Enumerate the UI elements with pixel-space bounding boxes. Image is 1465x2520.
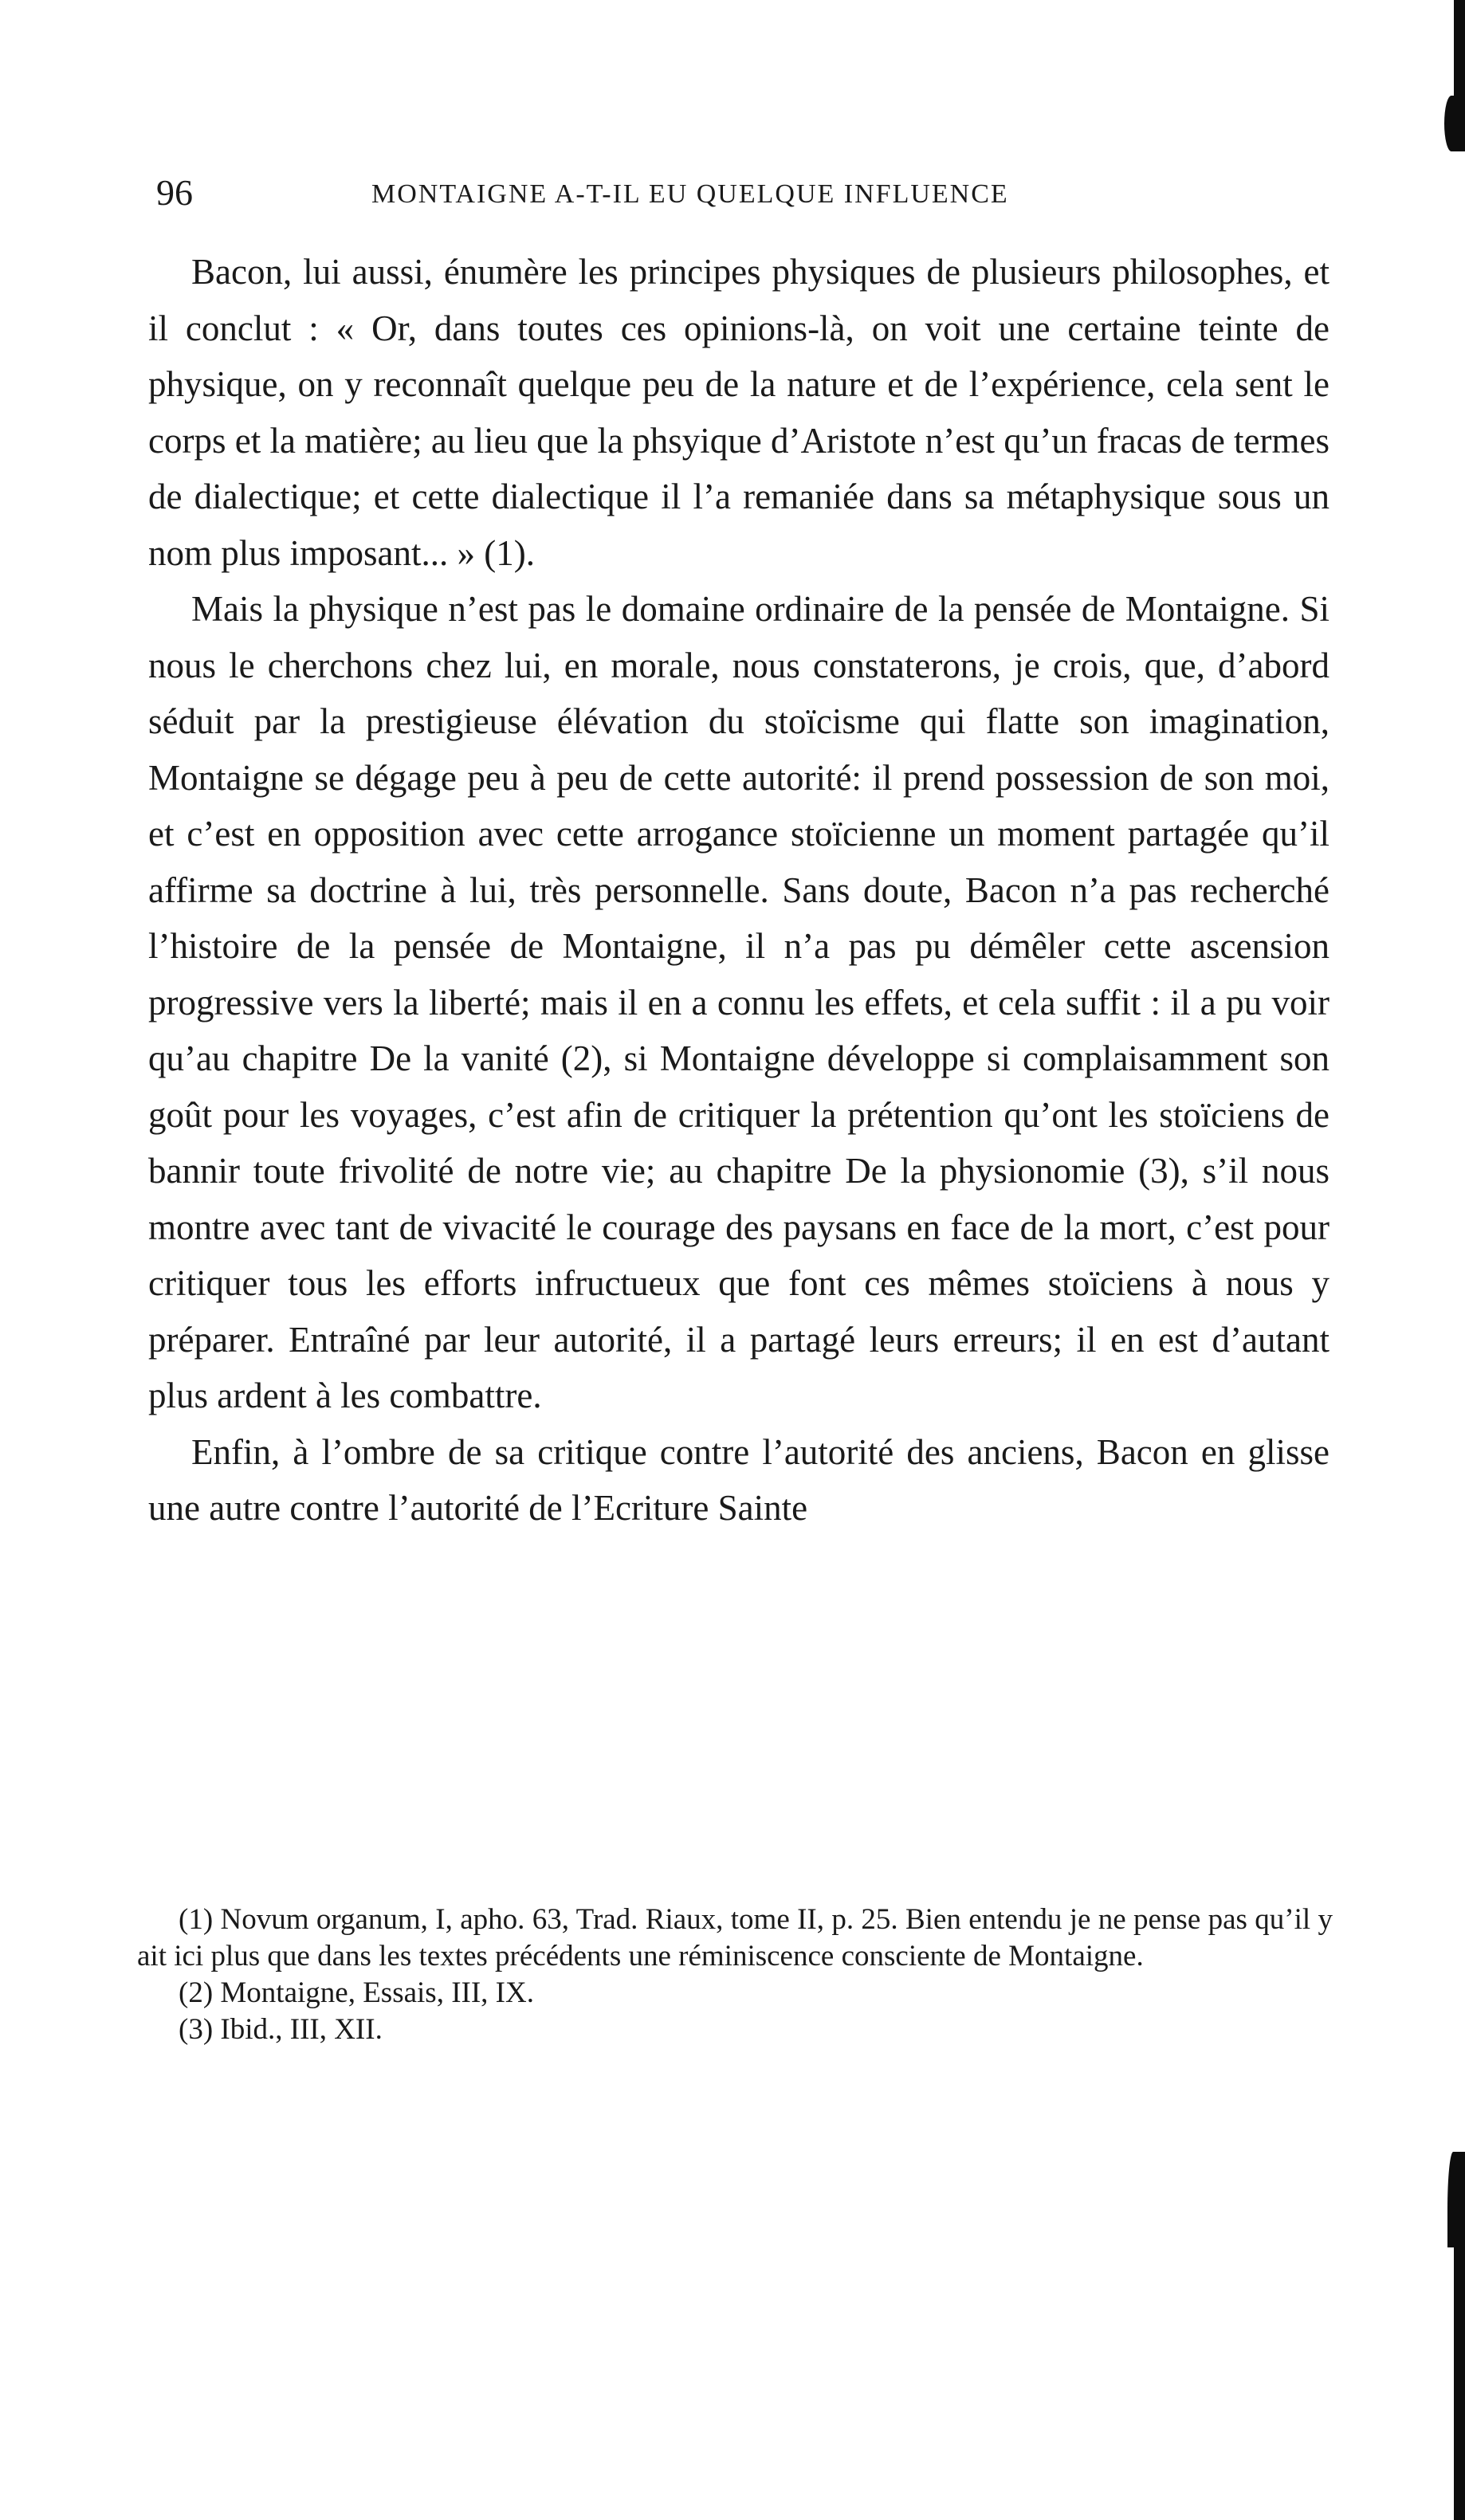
page-number: 96 [156,172,193,213]
paragraph-2: Mais la physique n’est pas le domaine ordinaire de la pensée de Montaigne. Si nous le cherchons chez lui, en morale, nous constaterons, je crois, que, d’abord séduit par la prestigieuse élévation du stoïcisme qui flatte son imagination, Montaigne se dégage peu à peu de cette autorité: il prend possession de son moi, et c’est en opposition avec cette arrogance stoïcienne un moment partagée qu’il affirme sa doctrine à lui, très personnelle. Sans doute, Bacon n’a pas recherché l’histoire de la pensée de Montaigne, il n’a pas pu démêler cette ascension progressive vers la liberté; mais il en a connu les effets, et cela suffit : il a pu voir qu’au chapitre De la vanité (2), si Montaigne développe si complaisamment son goût pour les voyages, c’est afin de critiquer la prétention qu’ont les stoïciens de bannir toute frivolité de notre vie; au chapitre De la physionomie (3), s’il nous montre avec tant de vivacité le courage des paysans en face de la mort, c’est pour critiquer tous les efforts infructueux que font ces mêmes stoïciens à nous y préparer. Entraîné par leur autorité, il a partagé leurs erreurs; il en est d’autant plus ardent à les combattre. [148,589,1329,1415]
footnote-1: (1) Novum organum, I, apho. 63, Trad. Riaux, tome II, p. 25. Bien entendu je ne pense pas qu’il y ait ici plus que dans les textes précédents une réminiscence consciente de Montaigne. [137,1903,1333,1972]
running-title: MONTAIGNE A-T-IL EU QUELQUE INFLUENCE [371,179,1009,209]
page-edge-shadow-top [1454,0,1465,151]
paragraph-1: Bacon, lui aussi, énumère les principes physiques de plusieurs philosophes, et il conclut : « Or, dans toutes ces opinions-là, on voit une certaine teinte de physique, on y reconnaît quelque peu de la nature et de l’expérience, cela sent le corps et la matière; au lieu que la phsyique d’Aristote n’est qu’un fracas de termes de dialectique; et cette dialectique il l’a remaniée dans sa métaphysique sous un nom plus imposant... » (1). [148,252,1329,573]
main-text [148,244,1329,1537]
running-header [156,169,1328,217]
footnotes [137,1902,1333,2048]
footnote-2: (2) Montaigne, Essais, III, IX. [179,1976,534,2009]
footnote-3: (3) Ibid., III, XII. [179,2013,383,2046]
page-edge-shadow-bottom [1454,2152,1465,2520]
paragraph-3: Enfin, à l’ombre de sa critique contre l’autorité des anciens, Bacon en glisse une autre contre l’autorité de l’Ecriture Sainte [148,1431,1329,1528]
